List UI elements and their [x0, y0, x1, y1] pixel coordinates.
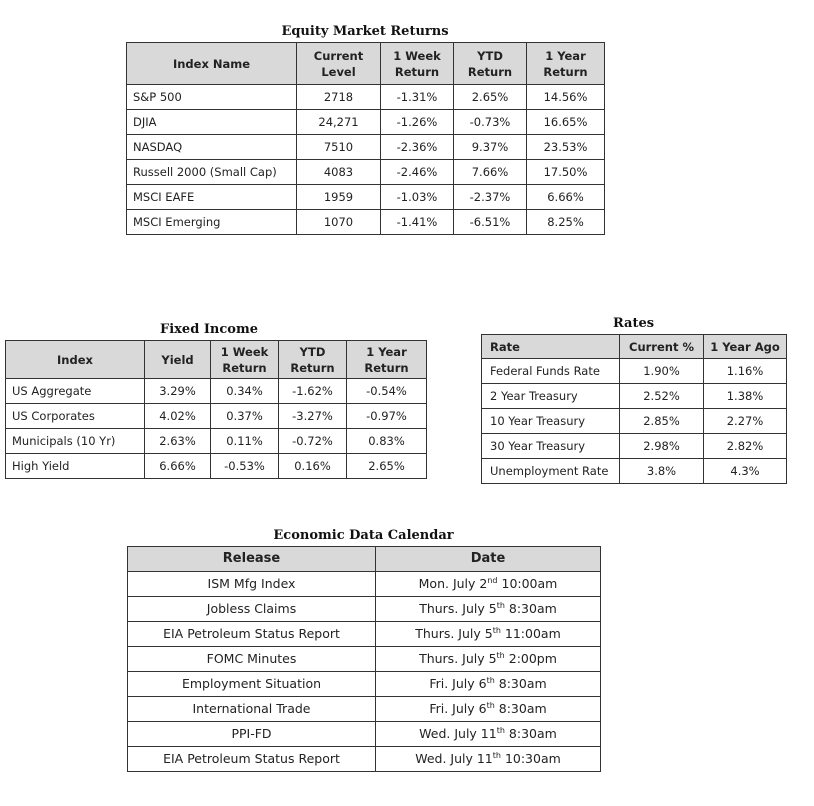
fixed-income-table	[5, 340, 427, 479]
equity-table	[126, 42, 605, 235]
calendar-table	[127, 546, 601, 772]
table-row	[6, 404, 427, 429]
rates-cell: 2.85%	[620, 409, 704, 434]
table-row	[482, 409, 787, 434]
date-suffix: th	[486, 675, 495, 685]
equity-cell: -1.03%	[381, 185, 454, 210]
equity-cell: 2.65%	[454, 85, 527, 110]
fixed-income-title: Fixed Income	[160, 322, 258, 337]
equity-cell: 24,271	[297, 110, 381, 135]
fixed-income-cell: 0.16%	[279, 454, 347, 479]
equity-header-cell: Index Name	[127, 43, 297, 85]
date-day: Wed. July 11	[415, 751, 493, 766]
equity-cell: 9.37%	[454, 135, 527, 160]
equity-cell: 4083	[297, 160, 381, 185]
fixed-income-header-cell: Index	[6, 341, 145, 379]
equity-cell: MSCI Emerging	[127, 210, 297, 235]
fixed-income-cell: Municipals (10 Yr)	[6, 429, 145, 454]
calendar-release: Jobless Claims	[128, 597, 376, 622]
calendar-date	[376, 647, 601, 672]
date-day: Thurs. July 5	[419, 601, 497, 616]
table-row	[6, 379, 427, 404]
date-suffix: th	[496, 600, 505, 610]
fixed-income-cell: 4.02%	[145, 404, 211, 429]
table-row	[128, 697, 601, 722]
date-time: 8:30am	[494, 701, 547, 716]
table-row	[482, 359, 787, 384]
fixed-income-cell: US Aggregate	[6, 379, 145, 404]
fixed-income-cell: 2.63%	[145, 429, 211, 454]
fixed-income-header-row	[6, 341, 427, 379]
rates-cell: 10 Year Treasury	[482, 409, 620, 434]
equity-cell: -0.73%	[454, 110, 527, 135]
rates-cell: 1.90%	[620, 359, 704, 384]
fixed-income-cell: -0.54%	[347, 379, 427, 404]
date-day: Wed. July 11	[419, 726, 497, 741]
table-row	[127, 85, 605, 110]
calendar-release: International Trade	[128, 697, 376, 722]
table-row	[127, 185, 605, 210]
equity-cell: 1959	[297, 185, 381, 210]
date-suffix: th	[492, 625, 501, 635]
calendar-release: EIA Petroleum Status Report	[128, 747, 376, 772]
fixed-income-cell: -0.72%	[279, 429, 347, 454]
calendar-date	[376, 597, 601, 622]
table-row	[482, 434, 787, 459]
equity-cell: 16.65%	[527, 110, 605, 135]
calendar-release: ISM Mfg Index	[128, 572, 376, 597]
equity-cell: -2.36%	[381, 135, 454, 160]
date-time: 11:00am	[500, 626, 561, 641]
calendar-header-cell: Release	[128, 547, 376, 572]
rates-cell: 2 Year Treasury	[482, 384, 620, 409]
equity-cell: 23.53%	[527, 135, 605, 160]
equity-cell: -1.26%	[381, 110, 454, 135]
date-suffix: th	[492, 750, 501, 760]
equity-header-cell: Current Level	[297, 43, 381, 85]
calendar-header-cell: Date	[376, 547, 601, 572]
rates-header-row	[482, 335, 787, 359]
equity-header-cell: 1 Year Return	[527, 43, 605, 85]
date-time: 8:30am	[494, 676, 547, 691]
equity-cell: Russell 2000 (Small Cap)	[127, 160, 297, 185]
rates-section	[481, 314, 786, 484]
table-row	[6, 454, 427, 479]
rates-cell: 4.3%	[704, 459, 787, 484]
fixed-income-cell: 2.65%	[347, 454, 427, 479]
equity-header-cell: 1 Week Return	[381, 43, 454, 85]
equity-cell: -2.37%	[454, 185, 527, 210]
date-suffix: th	[496, 650, 505, 660]
rates-cell: 30 Year Treasury	[482, 434, 620, 459]
table-row	[127, 135, 605, 160]
fixed-income-header-cell: 1 Week Return	[211, 341, 279, 379]
fixed-income-cell: 0.11%	[211, 429, 279, 454]
equity-cell: 17.50%	[527, 160, 605, 185]
date-day: Thurs. July 5	[415, 626, 493, 641]
equity-cell: S&P 500	[127, 85, 297, 110]
equity-cell: 6.66%	[527, 185, 605, 210]
rates-cell: Federal Funds Rate	[482, 359, 620, 384]
rates-cell: 2.82%	[704, 434, 787, 459]
table-row	[128, 747, 601, 772]
rates-cell: 2.27%	[704, 409, 787, 434]
fixed-income-cell: -0.53%	[211, 454, 279, 479]
equity-cell: 14.56%	[527, 85, 605, 110]
rates-cell: 1.16%	[704, 359, 787, 384]
table-row	[128, 647, 601, 672]
table-row	[127, 160, 605, 185]
rates-cell: 3.8%	[620, 459, 704, 484]
fixed-income-cell: -1.62%	[279, 379, 347, 404]
equity-cell: -1.31%	[381, 85, 454, 110]
fixed-income-cell: High Yield	[6, 454, 145, 479]
equity-section	[126, 22, 604, 235]
table-row	[128, 572, 601, 597]
table-row	[482, 384, 787, 409]
table-row	[127, 210, 605, 235]
calendar-release: PPI-FD	[128, 722, 376, 747]
rates-cell: 2.52%	[620, 384, 704, 409]
table-row	[128, 597, 601, 622]
equity-cell: -6.51%	[454, 210, 527, 235]
fixed-income-cell: 0.37%	[211, 404, 279, 429]
fixed-income-cell: 0.34%	[211, 379, 279, 404]
equity-cell: 2718	[297, 85, 381, 110]
date-time: 2:00pm	[504, 651, 557, 666]
equity-title: Equity Market Returns	[281, 24, 449, 39]
rates-cell: Unemployment Rate	[482, 459, 620, 484]
equity-cell: -1.41%	[381, 210, 454, 235]
date-suffix: th	[496, 725, 505, 735]
calendar-section	[127, 526, 600, 772]
equity-cell: 1070	[297, 210, 381, 235]
date-day: Fri. July 6	[429, 701, 487, 716]
rates-cell: 2.98%	[620, 434, 704, 459]
fixed-income-cell: 6.66%	[145, 454, 211, 479]
equity-cell: DJIA	[127, 110, 297, 135]
rates-header-cell: 1 Year Ago	[704, 335, 787, 359]
rates-header-cell: Rate	[482, 335, 620, 359]
table-row	[127, 110, 605, 135]
table-row	[128, 672, 601, 697]
calendar-date	[376, 747, 601, 772]
fixed-income-header-cell: Yield	[145, 341, 211, 379]
equity-header-row	[127, 43, 605, 85]
calendar-title: Economic Data Calendar	[273, 528, 454, 543]
date-time: 8:30am	[504, 726, 557, 741]
calendar-release: FOMC Minutes	[128, 647, 376, 672]
table-row	[6, 429, 427, 454]
equity-cell: 7510	[297, 135, 381, 160]
calendar-header-row	[128, 547, 601, 572]
date-time: 10:00am	[497, 576, 558, 591]
date-suffix: th	[486, 700, 495, 710]
fixed-income-cell: 0.83%	[347, 429, 427, 454]
equity-cell: 7.66%	[454, 160, 527, 185]
rates-title: Rates	[612, 316, 655, 331]
equity-cell: 8.25%	[527, 210, 605, 235]
calendar-date	[376, 672, 601, 697]
equity-cell: NASDAQ	[127, 135, 297, 160]
date-time: 10:30am	[500, 751, 561, 766]
date-day: Mon. July 2	[418, 576, 488, 591]
rates-table	[481, 334, 787, 484]
fixed-income-section	[5, 320, 426, 479]
fixed-income-cell: 3.29%	[145, 379, 211, 404]
fixed-income-header-cell: 1 Year Return	[347, 341, 427, 379]
rates-cell: 1.38%	[704, 384, 787, 409]
rates-header-cell: Current %	[620, 335, 704, 359]
date-time: 8:30am	[504, 601, 557, 616]
calendar-date	[376, 697, 601, 722]
fixed-income-header-cell: YTD Return	[279, 341, 347, 379]
date-day: Fri. July 6	[429, 676, 487, 691]
equity-cell: -2.46%	[381, 160, 454, 185]
table-row	[482, 459, 787, 484]
date-day: Thurs. July 5	[419, 651, 497, 666]
table-row	[128, 622, 601, 647]
date-suffix: nd	[487, 575, 498, 585]
table-row	[128, 722, 601, 747]
calendar-date	[376, 572, 601, 597]
equity-header-cell: YTD Return	[454, 43, 527, 85]
calendar-release: EIA Petroleum Status Report	[128, 622, 376, 647]
equity-cell: MSCI EAFE	[127, 185, 297, 210]
calendar-release: Employment Situation	[128, 672, 376, 697]
fixed-income-cell: US Corporates	[6, 404, 145, 429]
fixed-income-cell: -0.97%	[347, 404, 427, 429]
calendar-date	[376, 622, 601, 647]
fixed-income-cell: -3.27%	[279, 404, 347, 429]
calendar-date	[376, 722, 601, 747]
